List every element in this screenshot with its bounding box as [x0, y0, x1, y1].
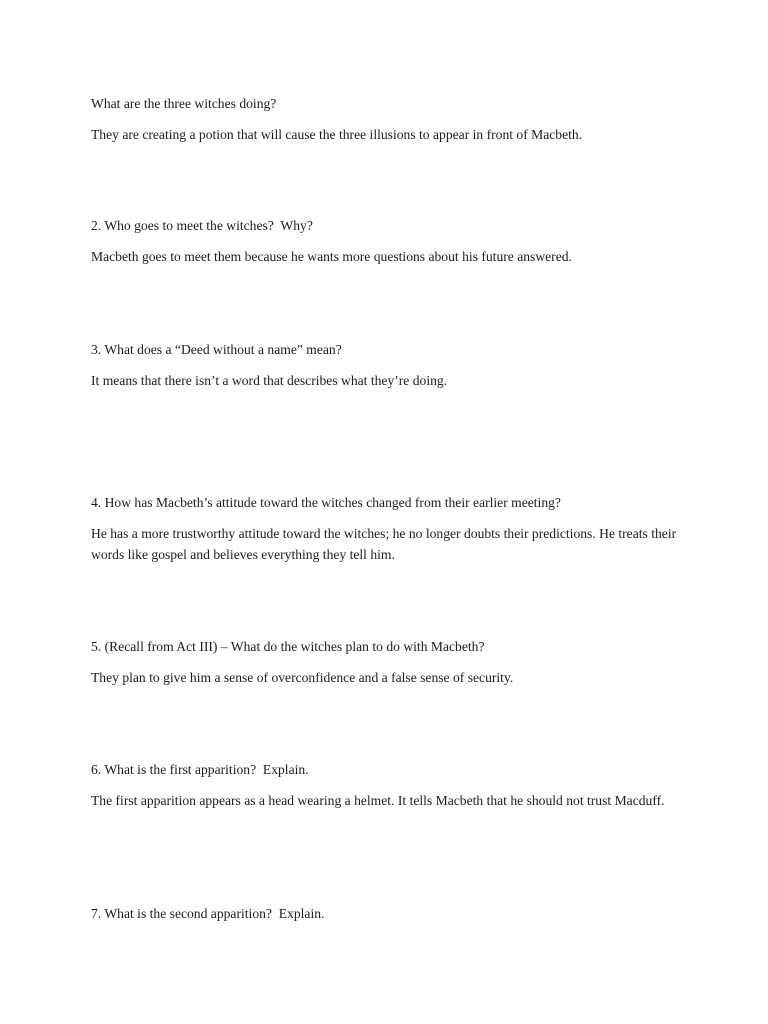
- question-text: 4. How has Macbeth’s attitude toward the witches changed from their earlier meeting?: [91, 495, 561, 510]
- question-text: 5. (Recall from Act III) – What do the witches plan to do with Macbeth?: [91, 639, 485, 654]
- question-block-7: [91, 903, 691, 924]
- answer-text: The first apparition appears as a head wearing a helmet. It tells Macbeth that he should not trust Macduff.: [91, 793, 665, 808]
- question-block-1: [91, 93, 691, 145]
- question-text: What are the three witches doing?: [91, 96, 277, 111]
- question-block-2: [91, 215, 691, 267]
- answer-text: It means that there isn’t a word that describes what they’re doing.: [91, 373, 448, 388]
- answer-text: They are creating a potion that will cause the three illusions to appear in front of Macbeth.: [91, 127, 583, 142]
- answer-text: He has a more trustworthy attitude toward the witches; he no longer doubts their predictions. He treats their words like gospel and believes everything they tell him.: [91, 526, 680, 562]
- question-text: 6. What is the first apparition? Explain.: [91, 762, 309, 777]
- question-text: 3. What does a “Deed without a name” mean?: [91, 342, 342, 357]
- question-block-6: [91, 759, 691, 811]
- question-block-5: [91, 636, 691, 688]
- question-text: 7. What is the second apparition? Explain.: [91, 906, 325, 921]
- answer-text: They plan to give him a sense of overconfidence and a false sense of security.: [91, 670, 514, 685]
- question-text: 2. Who goes to meet the witches? Why?: [91, 218, 313, 233]
- question-block-4: [91, 492, 691, 565]
- answer-text: Macbeth goes to meet them because he wants more questions about his future answered.: [91, 249, 572, 264]
- question-block-3: [91, 339, 691, 391]
